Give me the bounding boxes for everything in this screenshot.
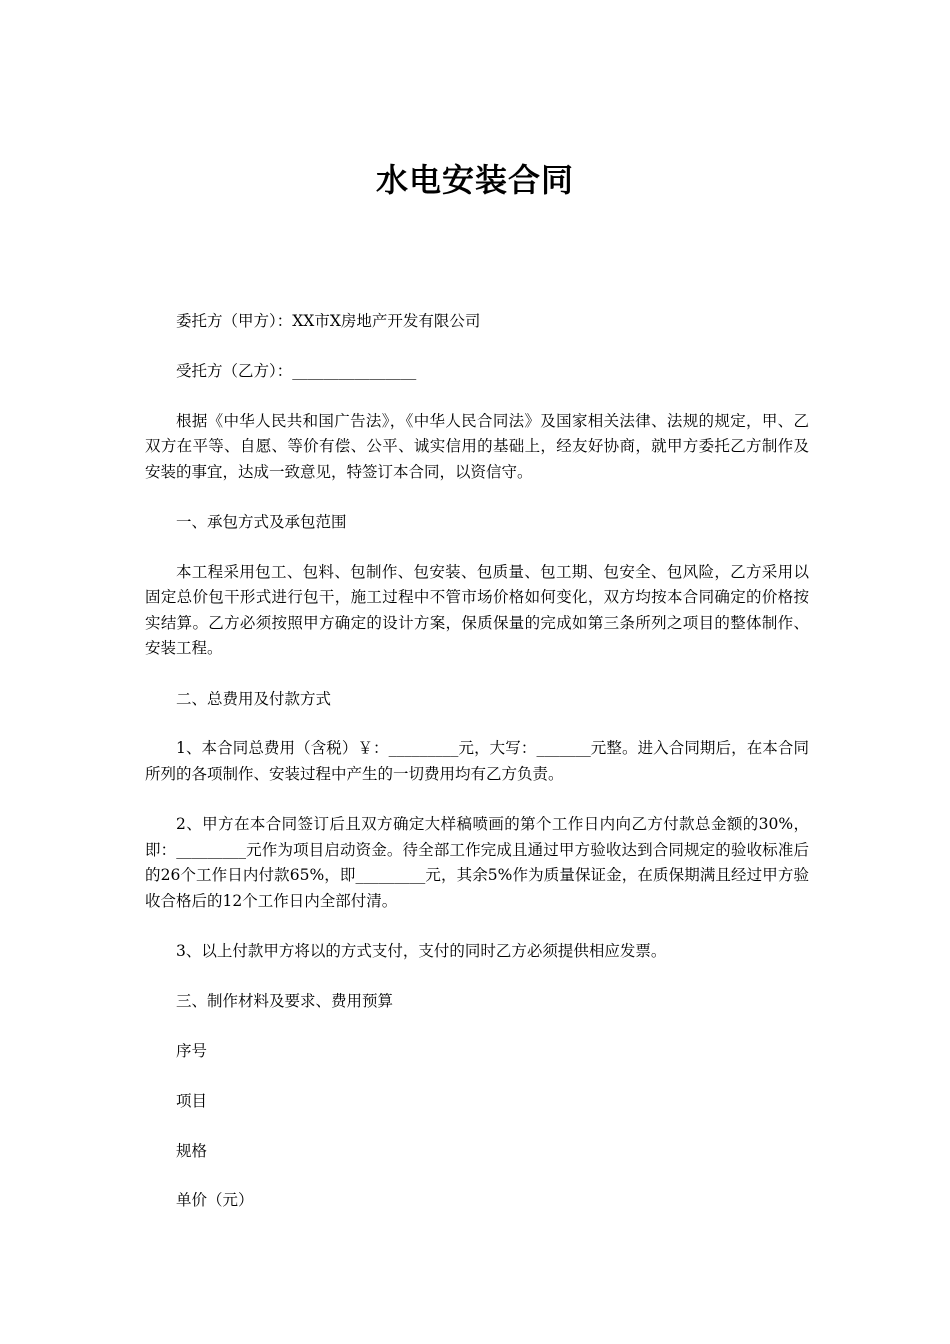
table-header-unit-price: 单价（元） bbox=[176, 1191, 254, 1210]
section-heading-3: 三、制作材料及要求、费用预算 bbox=[176, 991, 394, 1010]
scope-paragraph: 本工程采用包工、包料、包制作、包安装、包质量、包工期、包安全、包风险，乙方采用以固定总价包干形式进行包干，施工过程中不管市场价格如何变化，双方均按本合同确定的价格按实结算。乙方必须按照甲方确定的设计方案，保质保量的完成如第三条所列之项目的整体制作、安装工程。 bbox=[145, 562, 809, 658]
party-b-line: 受托方（乙方）：________________ bbox=[176, 361, 417, 380]
table-header-spec: 规格 bbox=[176, 1141, 208, 1160]
preamble-paragraph: 根据《中华人民共和国广告法》，《中华人民合同法》及国家相关法律、法规的规定，甲、乙双方在平等、自愿、等价有偿、公平、诚实信用的基础上，经友好协商，就甲方委托乙方制作及安装的事宜，达成一致意见，特签订本合同，以资信守。 bbox=[145, 411, 809, 481]
table-header-serial: 序号 bbox=[176, 1041, 208, 1060]
party-a-line: 委托方（甲方）：XX市X房地产开发有限公司 bbox=[176, 312, 481, 330]
section-heading-1: 一、承包方式及承包范围 bbox=[176, 513, 347, 532]
payment-clause-3: 3、以上付款甲方将以的方式支付，支付的同时乙方必须提供相应发票。 bbox=[176, 941, 667, 960]
document-body bbox=[145, 309, 809, 1238]
section-heading-2: 二、总费用及付款方式 bbox=[176, 689, 332, 708]
payment-clause-1: 1、本合同总费用（含税）￥：_________元，大写：_______元整。进入合同期后，在本合同所列的各项制作、安装过程中产生的一切费用均有乙方负责。 bbox=[145, 739, 809, 783]
payment-clause-2: 2、甲方在本合同签订后且双方确定大样稿喷画的第个工作日内向乙方付款总金额的30%，即：_________元作为项目启动资金。待全部工作完成且通过甲方验收达到合同规定的验收标准后的26个工作日内付款65%，即_________元，其余5%作为质量保证金，在质保期满且经过甲方验收合格后的12个工作日内全部付清。 bbox=[145, 815, 809, 910]
table-header-item: 项目 bbox=[176, 1091, 208, 1110]
document-title: 水电安装合同 bbox=[375, 161, 574, 199]
